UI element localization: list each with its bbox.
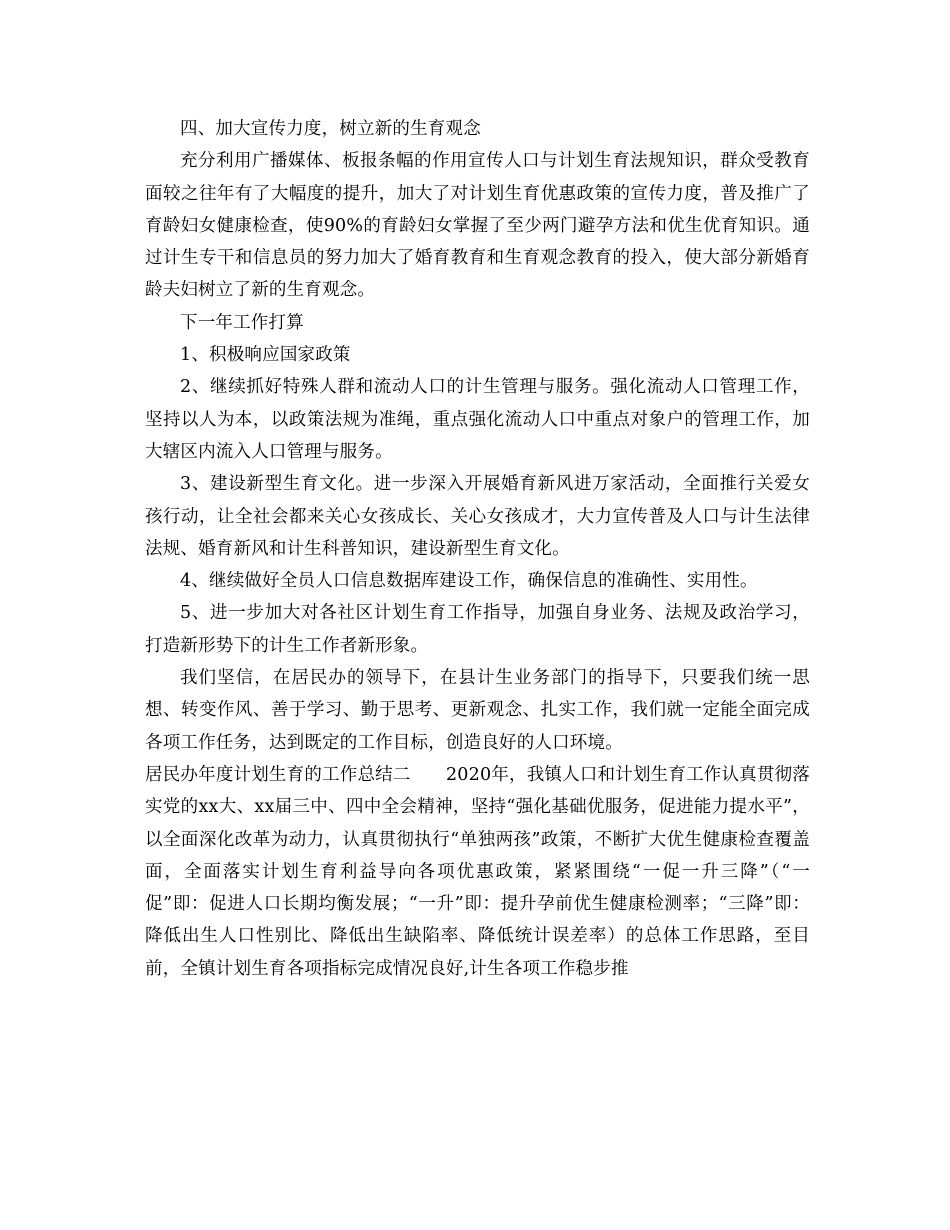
- document-body: [145, 113, 810, 985]
- list-item: 4、继续做好全员人口信息数据库建设工作，确保信息的准确性、实用性。: [180, 571, 758, 592]
- section-heading: 四、加大宣传力度，树立新的生育观念: [180, 119, 481, 139]
- paragraph: 我们坚信，在居民办的领导下，在县计生业务部门的指导下，只要我们统一思想、转变作风、善于学习、勤于思考、更新观念、扎实工作，我们就一定能全面完成各项工作任务，达到既定的工作目标，创造良好的人口环境。: [145, 668, 810, 753]
- list-item: 2、继续抓好特殊人群和流动人口的计生管理与服务。强化流动人口管理工作，坚持以人为本，以政策法规为准绳，重点强化流动人口中重点对象户的管理工作，加大辖区内流入人口管理与服务。: [145, 377, 810, 462]
- paragraph: 居民办年度计划生育的工作总结二 2020年，我镇人口和计划生育工作认真贯彻落实党的xx大、xx届三中、四中全会精神，坚持“强化基础优服务，促进能力提水平”，以全面深化改革为动力，认真贯彻执行“单独两孩”政策，不断扩大优生健康检查覆盖面，全面落实计划生育利益导向各项优惠政策，紧紧围绕“一促一升三降”（“一促”即：促进人口长期均衡发展；“一升”即：提升孕前优生健康检测率；“三降”即：降低出生人口性别比、降低出生缺陷率、降低统计误差率）的总体工作思路，至目前，全镇计划生育各项指标完成情况良好,计生各项工作稳步推: [145, 764, 810, 979]
- list-item: 1、积极响应国家政策: [180, 345, 351, 366]
- list-item: 3、建设新型生育文化。进一步深入开展婚育新风进万家活动，全面推行关爱女孩行动，让全社会都来关心女孩成长、关心女孩成才，大力宣传普及人口与计生法律法规、婚育新风和计生科普知识，建设新型生育文化。: [145, 474, 810, 559]
- section-heading: 下一年工作打算: [180, 312, 304, 333]
- paragraph: 充分利用广播媒体、板报条幅的作用宣传人口与计划生育法规知识，群众受教育面较之往年有了大幅度的提升，加大了对计划生育优惠政策的宣传力度，普及推广了育龄妇女健康检查，使90%的育龄妇女掌握了至少两门避孕方法和优生优育知识。通过计生专干和信息员的努力加大了婚育教育和生育观念教育的投入，使大部分新婚育龄夫妇树立了新的生育观念。: [145, 151, 810, 301]
- list-item: 5、进一步加大对各社区计划生育工作指导，加强自身业务、法规及政治学习，打造新形势下的计生工作者新形象。: [145, 603, 810, 656]
